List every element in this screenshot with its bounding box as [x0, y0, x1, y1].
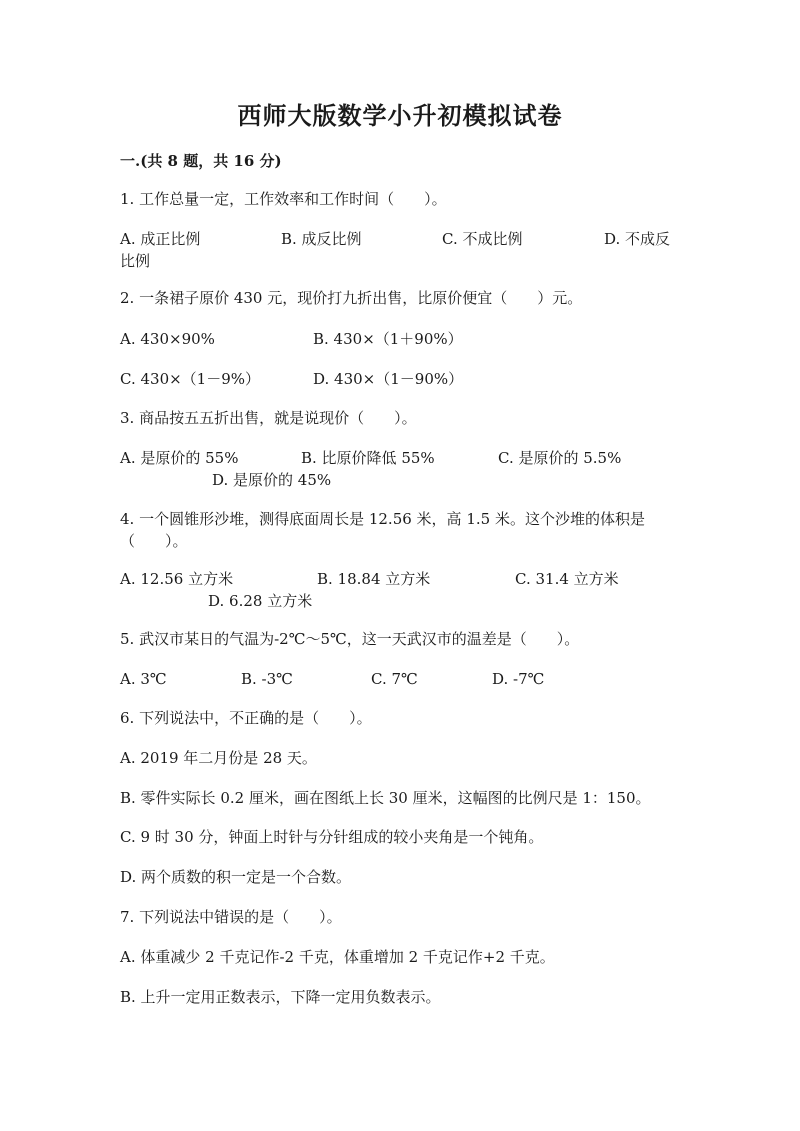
question-5-option-a: A. 3℃ [120, 670, 167, 688]
question-6-option-c: C. 9 时 30 分，钟面上时针与分针组成的较小夹角是一个钝角。 [120, 828, 544, 846]
question-5-stem: 5. 武汉市某日的气温为-2℃～5℃，这一天武汉市的温差是（ ）。 [120, 630, 580, 648]
question-7-option-b: B. 上升一定用正数表示，下降一定用负数表示。 [120, 988, 441, 1006]
question-1-option-a: A. 成正比例 [120, 230, 201, 248]
question-3-option-a: A. 是原价的 55% [120, 449, 239, 467]
question-1-option-d: D. 不成反 [604, 230, 671, 248]
question-2-option-b: B. 430×（1＋90%） [313, 330, 463, 348]
question-2-option-d: D. 430×（1－90%） [313, 370, 464, 388]
question-2-option-a: A. 430×90% [120, 330, 215, 348]
question-4-option-c: C. 31.4 立方米 [515, 570, 619, 588]
question-5-option-d: D. -7℃ [492, 670, 545, 688]
question-7-stem: 7. 下列说法中错误的是（ ）。 [120, 908, 342, 926]
question-6-stem: 6. 下列说法中，不正确的是（ ）。 [120, 709, 372, 727]
question-6-option-d: D. 两个质数的积一定是一个合数。 [120, 868, 352, 886]
question-4-option-a: A. 12.56 立方米 [120, 570, 234, 588]
section-heading: 一.(共 8 题，共 16 分) [120, 152, 282, 170]
question-4-stem-line-2: （ ）。 [120, 532, 188, 550]
question-4-option-d: D. 6.28 立方米 [208, 592, 313, 610]
question-3-option-c: C. 是原价的 5.5% [498, 449, 622, 467]
question-3-option-d: D. 是原价的 45% [212, 471, 332, 489]
question-5-option-b: B. -3℃ [241, 670, 293, 688]
question-4-stem-line-1: 4. 一个圆锥形沙堆，测得底面周长是 12.56 米，高 1.5 米。这个沙堆的体积是 [120, 510, 645, 528]
question-2-option-c: C. 430×（1－9%） [120, 370, 261, 388]
question-1-option-c: C. 不成比例 [442, 230, 523, 248]
question-3-stem: 3. 商品按五五折出售，就是说现价（ ）。 [120, 409, 417, 427]
question-6-option-b: B. 零件实际长 0.2 厘米，画在图纸上长 30 厘米，这幅图的比例尺是 1：150。 [120, 789, 651, 807]
question-1-stem: 1. 工作总量一定，工作效率和工作时间（ ）。 [120, 190, 447, 208]
question-5-option-c: C. 7℃ [371, 670, 418, 688]
question-3-option-b: B. 比原价降低 55% [301, 449, 435, 467]
question-2-stem: 2. 一条裙子原价 430 元，现价打九折出售，比原价便宜（ ）元。 [120, 289, 583, 307]
page-title: 西师大版数学小升初模拟试卷 [237, 101, 563, 130]
question-1-option-d-continued: 比例 [120, 252, 151, 270]
question-1-option-b: B. 成反比例 [281, 230, 362, 248]
question-6-option-a: A. 2019 年二月份是 28 天。 [120, 749, 317, 767]
question-4-option-b: B. 18.84 立方米 [317, 570, 431, 588]
question-7-option-a: A. 体重减少 2 千克记作-2 千克，体重增加 2 千克记作+2 千克。 [120, 948, 555, 966]
